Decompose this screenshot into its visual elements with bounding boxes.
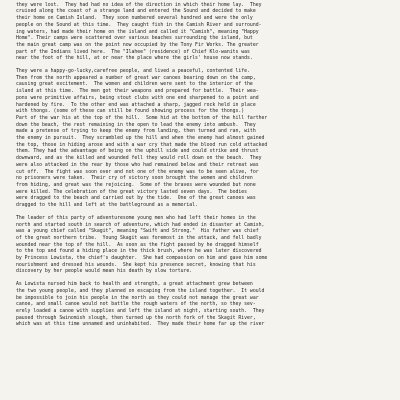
text-line: Then from the north appeared a number of great war canoes bearing down on the camp,: [16, 75, 256, 81]
text-line: be impossible to join his people in the north as they could not manage the great war: [16, 295, 259, 301]
text-line: was a young chief called "Skagit", meaning "Swift and Strong." His father was chief: [16, 229, 259, 235]
text-line: cut off. The fight was soon over and not one of the enemy was to be seen alive, for: [16, 169, 259, 175]
text-line: they were lost. They had had no idea of the direction in which their home lay. They: [16, 2, 262, 8]
text-line: pons were primitive affairs, being stout clubs with one end sharpened to a point and: [16, 95, 259, 101]
text-line: were killed. The celebration of the great victory lasted seven days. The bodies: [16, 189, 248, 195]
text-line: the main great camp was on the point now occupied by the Tony Fir Works. The greater: [16, 42, 259, 48]
text-line: which was at this time unnamed and uninhabited. They made their home far up the river: [16, 322, 265, 328]
paragraph-4: [16, 282, 388, 329]
text-line: Part of the war his at the top of the hill. Some hid at the bottom of the hill farther: [16, 115, 268, 121]
text-line: them. They had the advantage of being on the uphill side and could strike and thrust: [16, 149, 259, 155]
text-line: discovery by her people would mean his death by slow torture.: [16, 269, 193, 275]
text-line: Home". Their camps were scattered over various beaches surrounding the island, but: [16, 36, 253, 42]
text-line: were dragged to the beach and carried out by the tide. One of the great canoes was: [16, 196, 256, 202]
text-line: erely loaded a canoe with supplies and left the island at night, starting south. They: [16, 308, 265, 314]
text-line: wounded near the top of the hill. As soon as the fight passed by he dragged himself: [16, 242, 259, 248]
text-line: They were a happy-go-lucky,carefree people, and lived a peaceful, contented life.: [16, 69, 250, 75]
paragraph-3: [16, 216, 388, 276]
text-line: the two young people, and they planned on escaping from the island together. It would: [16, 288, 265, 294]
text-line: down the beach, the rest remaining in the open to lead the enemy into ambush. They: [16, 122, 256, 128]
text-line: the top, those in hiding arose and with a war cry that made the blood run cold attacked: [16, 142, 268, 148]
text-line: paused through Swinomish slough, then turned up the north fork of the Skagit River,: [16, 315, 256, 321]
text-line: downward, and as the killed and wounded fell they would roll down on the beach. They: [16, 156, 262, 162]
text-line: with thongs. (some of these can still be found showing process for the thongs.): [16, 109, 245, 115]
text-line: As Lowista nursed him back to health and strength, a great attachment grew between: [16, 282, 253, 288]
text-line: cruised along the coast of a strange land and entered the Sound and decided to make: [16, 9, 256, 15]
text-line: their home on Camish Island. They soon numbered several hundred and were the only: [16, 16, 253, 22]
text-line: nourishment and dressed his wounds. She kept his presence secret, knowing that his: [16, 262, 256, 268]
text-line: dragged to the hill and left at the battleground as a memorial.: [16, 203, 198, 209]
text-line: from hiding, and great was the rejoicing. Some of the braves were wounded but none: [16, 182, 256, 188]
text-line: were also attacked in the rear by those who had remained below and their retreat was: [16, 162, 259, 168]
text-line: hardened by fire. To the other end was attached a sharp, jagged rock held in place: [16, 102, 256, 108]
text-line: of the great northern tribe. Young Skagit was foremost in the attack, and fell badly: [16, 235, 262, 241]
text-line: island at this time. The men got their weapons and prepared for battle. Their wea-: [16, 89, 259, 95]
text-line: The leader of this party of adventuresome young men who had left their homes in the: [16, 215, 256, 221]
text-line: causing great excitement. The women and children were sent to the interior of the: [16, 82, 253, 88]
paragraph-2: [16, 69, 388, 210]
text-line: made a pretense of trying to keep the enemy from landing, then turned and ran, with: [16, 129, 256, 135]
text-line: part of the Indians lived here. The "Ilahee" (residence) of Chief Klo-wanits was: [16, 49, 250, 55]
text-line: near the foot of the hill, at or near the place where the girls' house now stands.: [16, 56, 253, 62]
text-line: north and started south in search of adventure, which had ended in disaster at Camish,: [16, 222, 265, 228]
text-line: to the top and found a hiding place in the thick brush, where he was later discovered: [16, 249, 262, 255]
text-line: by Princess Lowista, the chief's daughter. She had compassion on him and gave him some: [16, 256, 268, 262]
text-line: canoe, and small canoe would not battle the rough waters of the north, so they sev-: [16, 302, 256, 308]
text-line: no prisoners were taken. Their cry of victory soon brought the women and children: [16, 176, 253, 182]
paragraph-1: [16, 0, 388, 63]
text-line: people on the Sound at this time. They caught fish in the Camish River and surround-: [16, 22, 262, 28]
text-line: ing waters, had made their home on the island and called it "Camish", meaning "Happy: [16, 29, 259, 35]
text-line: the enemy in pursuit. They scrambled up the hill and when the enemy had almost gained: [16, 136, 265, 142]
